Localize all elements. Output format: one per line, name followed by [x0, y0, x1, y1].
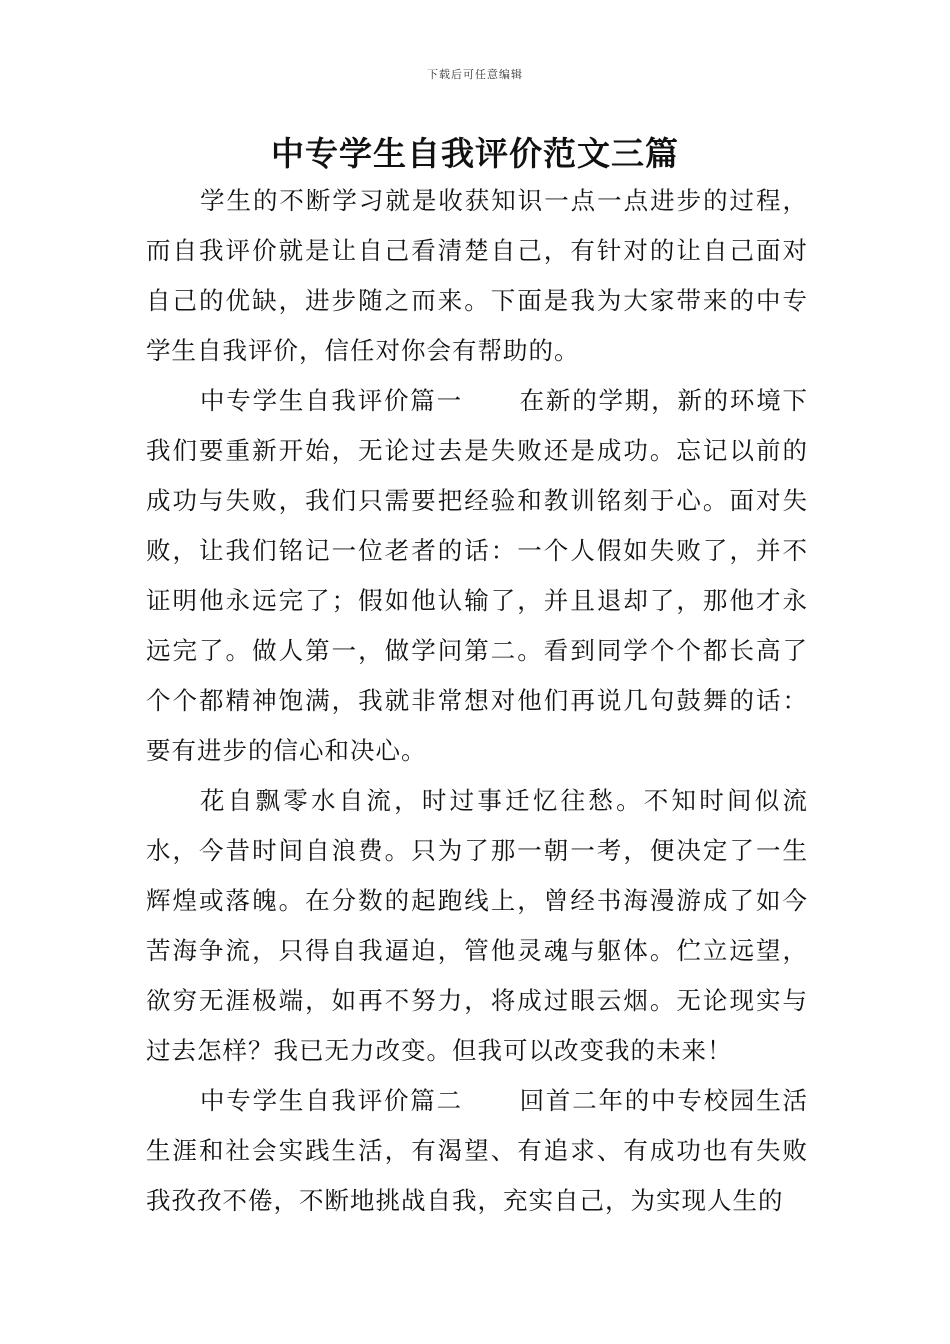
section-one-text: 在新的学期，新的环境下我们要重新开始，无论过去是失败还是成功。忘记以前的成功与失败，我们只需要把经验和教训铭刻于心。面对失败，让我们铭记一位老者的话：一个人假如失败了，并不证明他永远完了；假如他认输了，并且退却了，那他才永远完了。做人第一，做学问第二。看到同学个个都长高了个个都精神饱满，我就非常想对他们再说几句鼓舞的话：要有进步的信心和决心。	[146, 386, 809, 765]
document-body	[146, 176, 808, 1226]
section-two-text: 回首二年的中专校园生活生涯和社会实践生活，有渴望、有追求、有成功也有失败我孜孜不倦，不断地挑战自我，充实自己，为实现人生的	[146, 1086, 809, 1215]
poem-paragraph: 花自飘零水自流，时过事迁忆往愁。不知时间似流水，今昔时间自浪费。只为了那一朝一考，便决定了一生辉煌或落魄。在分数的起跑线上，曾经书海漫游成了如今苦海争流，只得自我逼迫，管他灵魂与躯体。伫立远望，欲穷无涯极端，如再不努力，将成过眼云烟。无论现实与过去怎样？我已无力改变。但我可以改变我的未来！	[146, 786, 808, 1065]
section-two-heading: 中专学生自我评价篇二	[200, 1086, 463, 1115]
section-two-paragraph	[146, 1076, 808, 1226]
document-title: 中专学生自我评价范文三篇	[271, 134, 679, 173]
header-note: 下载后可任意编辑	[427, 68, 523, 81]
section-one-heading: 中专学生自我评价篇一	[200, 386, 463, 415]
intro-paragraph: 学生的不断学习就是收获知识一点一点进步的过程，而自我评价就是让自己看清楚自己，有针对的让自己面对自己的优缺，进步随之而来。下面是我为大家带来的中专学生自我评价，信任对你会有帮助的。	[146, 186, 808, 365]
section-one-paragraph	[146, 376, 808, 776]
